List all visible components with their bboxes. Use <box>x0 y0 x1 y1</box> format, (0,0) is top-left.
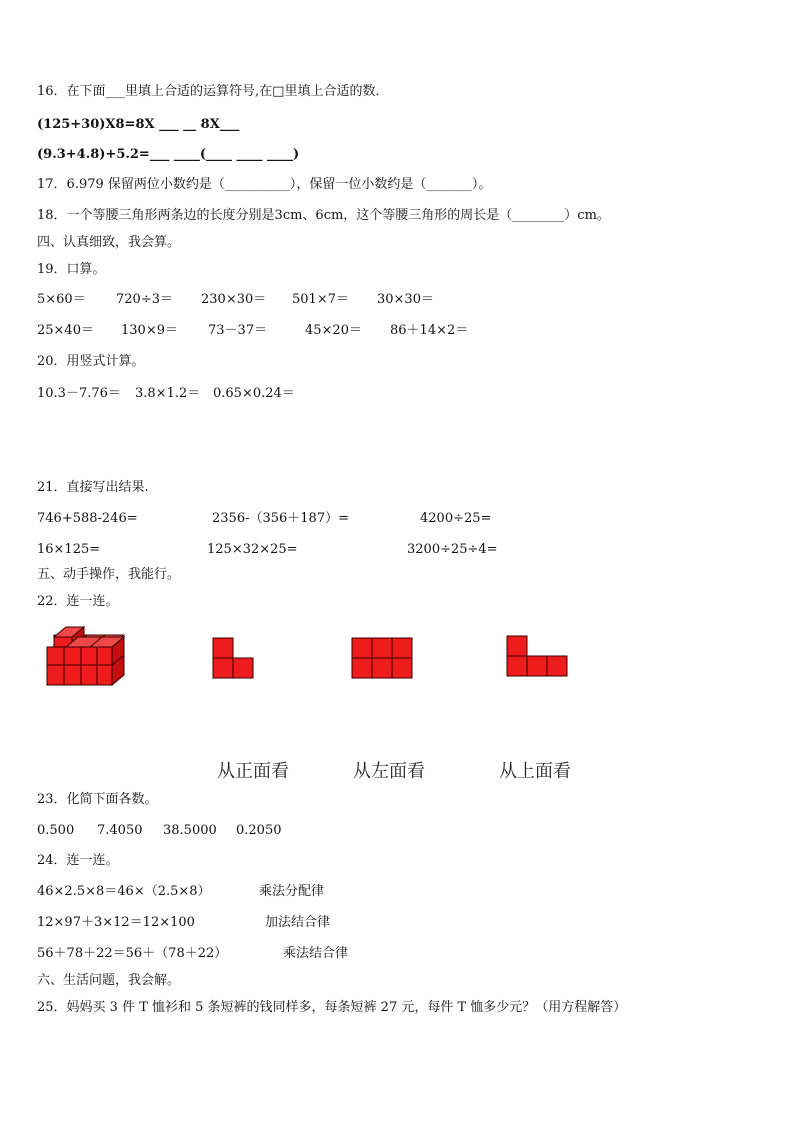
q23-item: 7.4050 <box>97 823 143 838</box>
q21-item: 16×125= <box>37 542 101 557</box>
section-6-heading: 六、生活问题，我会解。 <box>37 973 181 988</box>
q23-item: 38.5000 <box>163 823 217 838</box>
q19-item: 25×40＝ <box>37 323 94 338</box>
q24-law: 乘法结合律 <box>283 946 349 961</box>
q17-text: 17．6.979 保留两位小数约是（__________），保留一位小数约是（_______）。 <box>37 177 492 192</box>
view-label-top: 从上面看 <box>499 761 571 782</box>
q16-line2: (9.3+4.8)+5.2=___ ____(____ ____ ____) <box>37 147 300 162</box>
q20-item: 3.8×1.2＝ <box>135 386 201 401</box>
q21-item: 746+588-246= <box>37 511 138 526</box>
q20-item: 0.65×0.24＝ <box>213 386 295 401</box>
view-shape-a <box>212 637 256 679</box>
q24-equation: 56＋78＋22＝56＋（78＋22） <box>37 946 228 961</box>
q21-item: 3200÷25÷4= <box>407 542 498 557</box>
q19-item: 30×30＝ <box>377 292 434 307</box>
q21-item: 2356-（356＋187）= <box>212 511 349 526</box>
q23-heading: 23．化简下面各数。 <box>37 792 158 807</box>
q19-item: 5×60＝ <box>37 292 86 307</box>
q23-item: 0.500 <box>37 823 75 838</box>
q19-item: 45×20＝ <box>305 323 362 338</box>
q19-item: 230×30＝ <box>201 292 267 307</box>
q21-item: 125×32×25= <box>207 542 298 557</box>
view-shape-b <box>351 637 413 679</box>
q22-heading: 22．连一连。 <box>37 594 119 609</box>
q19-item: 86＋14×2＝ <box>390 323 469 338</box>
q24-equation: 46×2.5×8＝46×（2.5×8） <box>37 884 211 899</box>
view-shape-c <box>506 635 568 677</box>
view-label-left: 从左面看 <box>353 761 425 782</box>
q20-heading: 20．用竖式计算。 <box>37 354 145 369</box>
q21-item: 4200÷25= <box>420 511 492 526</box>
q19-item: 501×7＝ <box>292 292 349 307</box>
section-4-heading: 四、认真细致，我会算。 <box>37 235 181 250</box>
q24-heading: 24．连一连。 <box>37 853 119 868</box>
q19-item: 130×9＝ <box>121 323 178 338</box>
q18-text: 18．一个等腰三角形两条边的长度分别是3cm、6cm，这个等腰三角形的周长是（________）cm。 <box>37 208 610 223</box>
q24-equation: 12×97＋3×12＝12×100 <box>37 915 195 930</box>
q19-heading: 19．口算。 <box>37 262 106 277</box>
q24-law: 乘法分配律 <box>259 884 325 899</box>
view-label-front: 从正面看 <box>217 761 289 782</box>
section-5-heading: 五、动手操作，我能行。 <box>37 567 181 582</box>
q16-line1: (125+30)X8=8X ___ __ 8X___ <box>37 117 240 132</box>
cube-stack-figure <box>44 625 128 687</box>
q19-item: 720÷3＝ <box>116 292 173 307</box>
q20-item: 10.3－7.76＝ <box>37 386 121 401</box>
q25-text: 25．妈妈买 3 件 T 恤衫和 5 条短裤的钱同样多，每条短裤 27 元，每件 T 恤多少元？（用方程解答） <box>37 1000 627 1015</box>
q19-item: 73－37＝ <box>208 323 268 338</box>
q21-heading: 21．直接写出结果. <box>37 480 149 495</box>
q16-heading: 16．在下面___里填上合适的运算符号,在□里填上合适的数． <box>37 84 389 99</box>
q24-law: 加法结合律 <box>265 915 331 930</box>
q23-item: 0.2050 <box>236 823 282 838</box>
